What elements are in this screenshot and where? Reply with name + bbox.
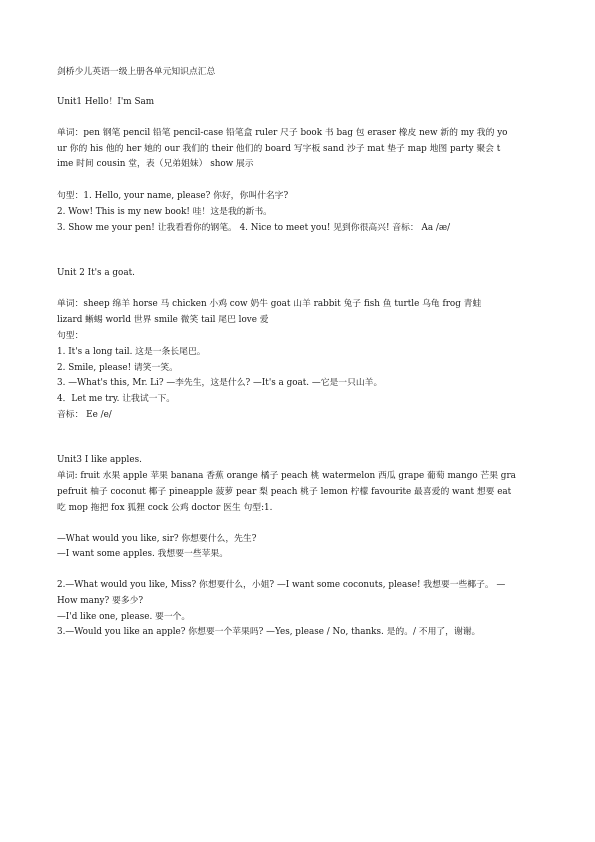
unit3-dialog-line: —What would you like, sir? 你想要什么，先生? — [57, 534, 257, 544]
unit2-heading: Unit 2 It's a goat. — [57, 268, 135, 278]
unit2-phonetic: 音标： Ee /e/ — [57, 410, 112, 420]
unit3-dialog-line: —I'd like one, please. 要一个。 — [57, 612, 191, 622]
unit1-words-line: ur 你的 his 他的 her 她的 our 我们的 their 他们的 board 写字板 sand 沙子 mat 垫子 map 地图 party 聚会 t — [57, 144, 501, 154]
unit2-sentence: 句型： — [57, 331, 84, 341]
unit1-words-line: 单词：pen 钢笔 pencil 铅笔 pencil-case 铅笔盒 ruler 尺子 book 书 bag 包 eraser 橡皮 new 新的 my 我的 yo — [57, 128, 508, 138]
unit1-words-line: ime 时间 cousin 堂，表（兄弟姐妹） show 展示 — [57, 159, 254, 169]
unit1-sentence: 3. Show me your pen! 让我看看你的钢笔。 4. Nice to meet you! 见到你很高兴! 音标： Aa /æ/ — [57, 223, 451, 233]
unit3-dialog-line: —I want some apples. 我想要一些苹果。 — [57, 549, 229, 559]
unit3-dialog-line: 2.—What would you like, Miss? 你想要什么，小姐? —I want some coconuts, please! 我想要一些椰子。 — — [57, 580, 506, 590]
unit3-dialog-line: How many? 要多少? — [57, 596, 144, 606]
unit2-sentence: 4．Let me try. 让我试一下。 — [57, 394, 176, 404]
unit2-words-line: lizard 蜥蜴 world 世界 smile 微笑 tail 尾巴 love 爱 — [57, 315, 269, 325]
unit1-heading: Unit1 Hello！I'm Sam — [57, 97, 155, 107]
unit3-dialog-line: 3.—Would you like an apple? 你想要一个苹果吗? —Yes, please / No, thanks. 是的。/ 不用了，谢谢。 — [57, 627, 481, 637]
unit1-sentence: 句型：1. Hello, your name, please? 你好，你叫什名字? — [57, 191, 289, 201]
unit3-words-line: 单词: fruit 水果 apple 苹果 banana 香蕉 orange 橘子 peach 桃 watermelon 西瓜 grape 葡萄 mango 芒果 gra — [57, 471, 516, 481]
unit2-words-line: 单词：sheep 绵羊 horse 马 chicken 小鸡 cow 奶牛 goat 山羊 rabbit 兔子 fish 鱼 turtle 乌龟 frog 青蛙 — [57, 299, 482, 309]
unit3-words-line: pefruit 柚子 coconut 椰子 pineapple 菠萝 pear 梨 peach 桃子 lemon 柠檬 favourite 最喜爱的 want 想要 eat — [57, 487, 512, 497]
unit3-words-line: 吃 mop 拖把 fox 狐狸 cock 公鸡 doctor 医生 句型:1. — [57, 503, 273, 513]
unit3-heading: Unit3 I like apples. — [57, 455, 142, 465]
document-title: 剑桥少儿英语一级上册各单元知识点汇总 — [57, 67, 216, 77]
unit1-sentence: 2. Wow! This is my new book! 哇！这是我的新书。 — [57, 207, 272, 217]
unit2-sentence: 3. —What's this, Mr. Li? —李先生，这是什么? —It's a goat. —它是一只山羊。 — [57, 378, 383, 388]
unit2-sentence: 1. It's a long tail. 这是一条长尾巴。 — [57, 347, 206, 357]
unit2-sentence: 2. Smile, please! 请笑一笑。 — [57, 363, 178, 373]
